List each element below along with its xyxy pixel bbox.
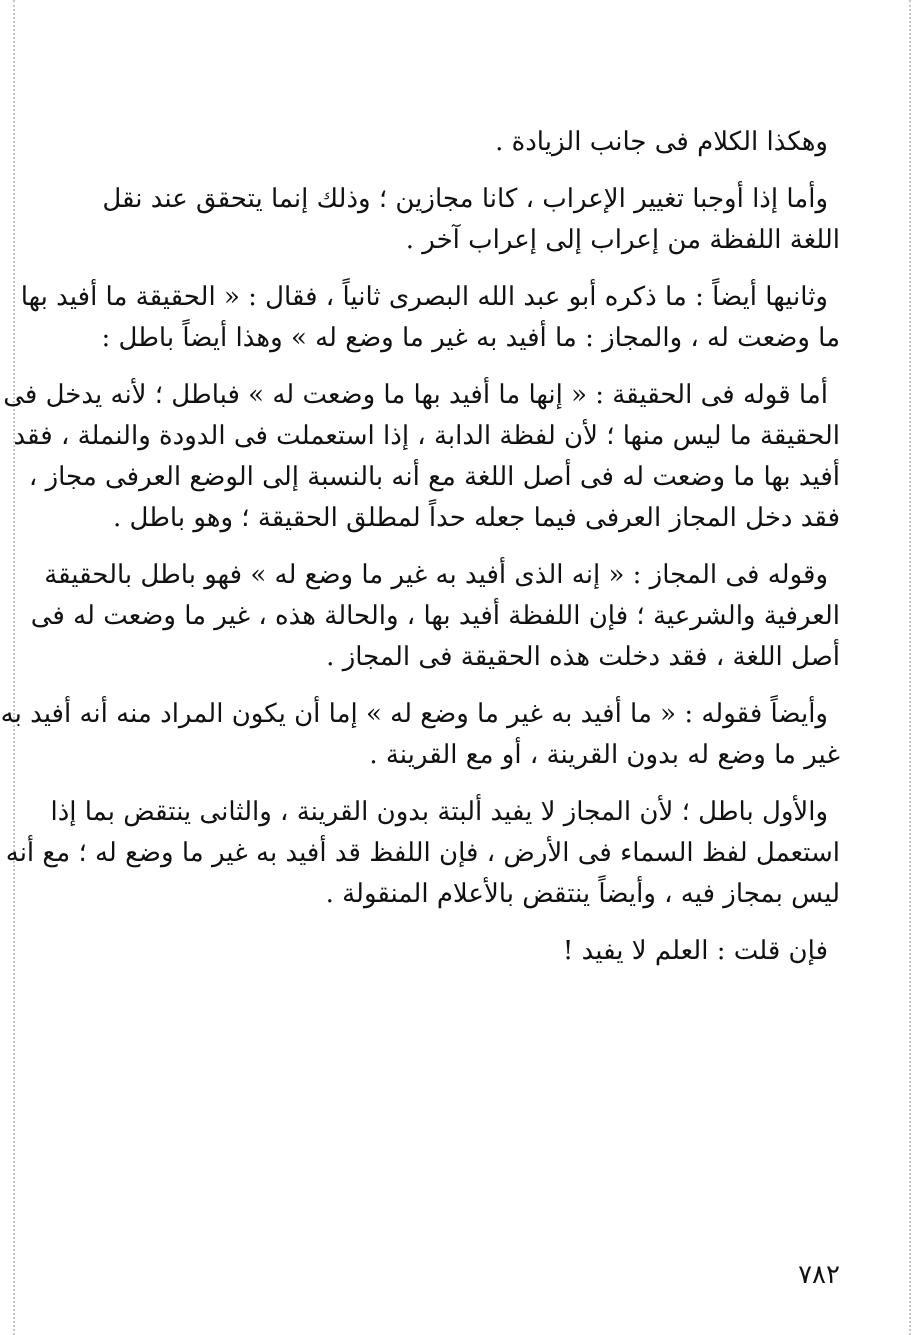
- text-line: أما قوله فى الحقيقة : « إنها ما أفيد بها ما وضعت له » فباطل ؛ لأنه يدخل فى: [3, 380, 828, 410]
- text-line: ليس بمجاز فيه ، وأيضاً ينتقض بالأعلام المنقولة .: [325, 879, 840, 909]
- text-line: والأول باطل ؛ لأن المجاز لا يفيد ألبتة بدون القرينة ، والثانى ينتقض بما إذا: [50, 797, 828, 827]
- paragraph: [30, 555, 840, 678]
- paragraph: [128, 122, 840, 163]
- text-line: فإن قلت : العلم لا يفيد !: [562, 936, 828, 966]
- page-number: ٧٨٢: [798, 1260, 840, 1290]
- text-line: العرفية والشرعية ؛ فإن اللفظة أفيد بها ، والحالة هذه ، غير ما وضعت له فى: [30, 601, 840, 631]
- text-line: وثانيها أيضاً : ما ذكره أبو عبد الله البصرى ثانياً ، فقال : « الحقيقة ما أفيد بها: [20, 282, 828, 312]
- paragraph: [128, 931, 840, 972]
- text-line: اللغة اللفظة من إعراب إلى إعراب آخر .: [405, 225, 840, 255]
- paragraph: [0, 694, 840, 776]
- text-line: الحقيقة ما ليس منها ؛ لأن لفظة الدابة ، إذا استعملت فى الدودة والنملة ، فقد: [13, 421, 840, 451]
- text-line: استعمل لفظ السماء فى الأرض ، فإن اللفظ قد أفيد به غير ما وضع له ؛ مع أنه: [5, 838, 840, 868]
- text-line: وأما إذا أوجبا تغيير الإعراب ، كانا مجازين ؛ وذلك إنما يتحقق عند نقل: [102, 184, 828, 214]
- paragraph: [102, 179, 840, 261]
- text-line: وقوله فى المجاز : « إنه الذى أفيد به غير ما وضع له » فهو باطل بالحقيقة: [44, 560, 828, 590]
- text-line: ما وضعت له ، والمجاز : ما أفيد به غير ما وضع له » وهذا أيضاً باطل :: [101, 323, 840, 353]
- left-dotted-margin: [13, 0, 15, 1335]
- text-line: وأيضاً فقوله : « ما أفيد به غير ما وضع له » إما أن يكون المراد منه أنه أفيد به: [0, 699, 828, 729]
- text-line: أفيد بها ما وضعت له فى أصل اللغة مع أنه بالنسبة إلى الوضع العرفى مجاز ،: [28, 462, 840, 492]
- body-text: [0, 122, 840, 988]
- paragraph: [20, 277, 840, 359]
- text-line: أصل اللغة ، فقد دخلت هذه الحقيقة فى المجاز .: [326, 642, 840, 672]
- text-line: غير ما وضع له بدون القرينة ، أو مع القرينة .: [369, 740, 840, 770]
- right-dotted-margin: [909, 0, 911, 1335]
- paragraph: [5, 792, 840, 915]
- text-line: وهكذا الكلام فى جانب الزيادة .: [495, 127, 828, 157]
- text-line: فقد دخل المجاز العرفى فيما جعله حداً لمطلق الحقيقة ؛ وهو باطل .: [112, 503, 840, 533]
- paragraph: [3, 375, 840, 539]
